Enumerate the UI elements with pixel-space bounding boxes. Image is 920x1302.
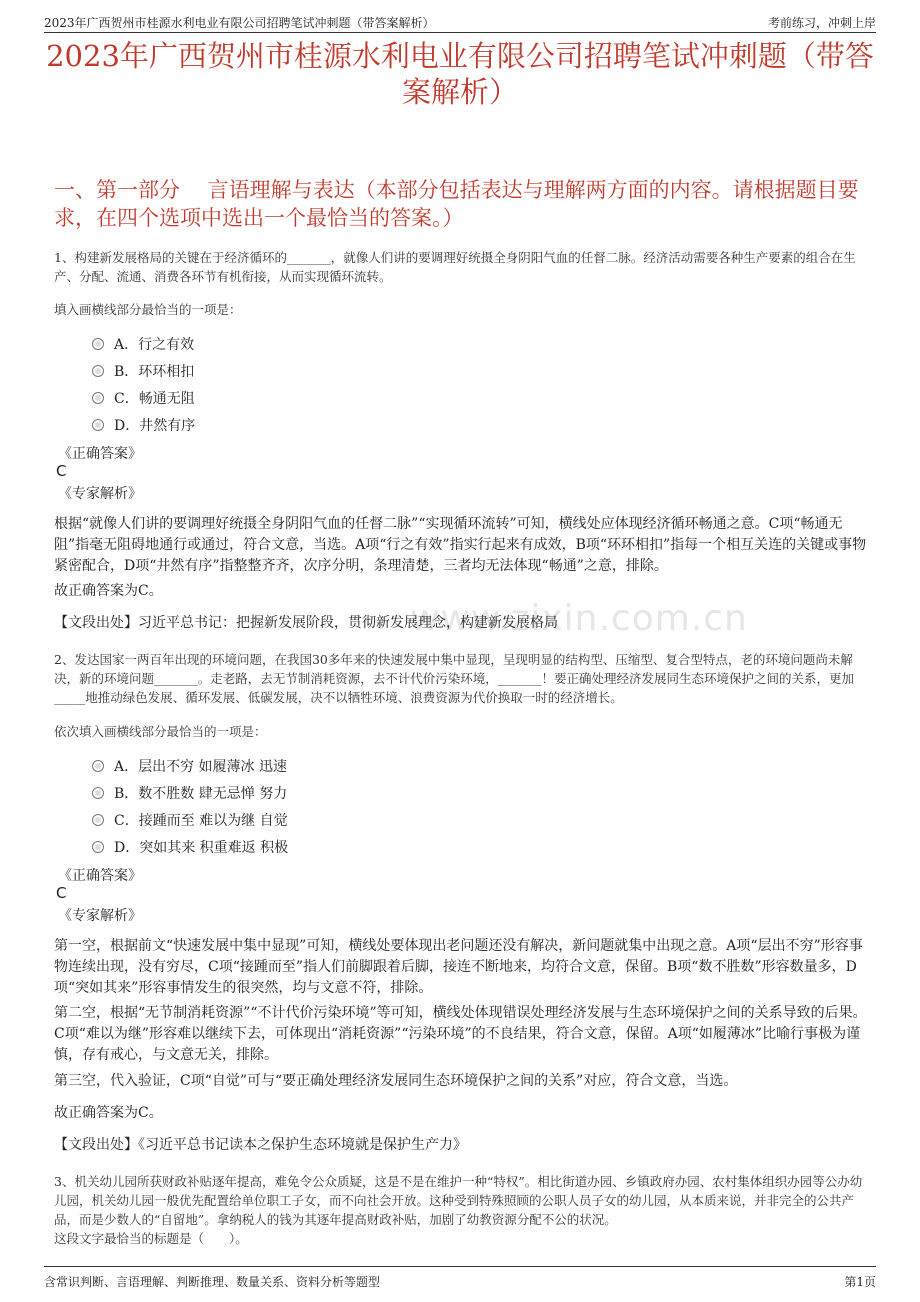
q1-option-d[interactable]: D．井然有序 [92,415,195,435]
q1-option-a[interactable]: A．行之有效 [92,334,194,354]
q2-conclusion: 故正确答案为C。 [54,1105,163,1121]
q1-analysis: 根据“就像人们讲的要调理好统摄全身阴阳气血的任督二脉”“实现循环流转”可知，横线处应体现经济循环畅通之意。C项“畅通无阻”指毫无阻碍地通行或通过，符合文意，当选。A项“行之有效”指实行起来有成效，B项“环环相扣”指每一个相互关连的关键或事物紧密配合，D项“井然有序”指整整齐齐，次序分明，条理清楚，三者均无法体现“畅通”之意，排除。 [54,516,867,574]
q2-option-b[interactable]: B．数不胜数 肆无忌惮 努力 [92,783,287,803]
header-doc-title: 2023年广西贺州市桂源水利电业有限公司招聘笔试冲刺题（带答案解析） [44,16,435,30]
radio-icon[interactable] [92,365,104,377]
watermark: www.zixin.com.cn [410,598,748,639]
q2-analysis-label: 《专家解析》 [58,908,142,924]
q1-answer: C [56,462,67,480]
q2-analysis-3: 第三空，代入验证，C项“自觉”可与“要正确处理经济发展同生态环境保护之间的关系”对应，符合文意，当选。 [54,1073,738,1089]
q1-analysis-label: 《专家解析》 [58,486,142,502]
radio-icon[interactable] [92,841,104,853]
q2-source: 【文段出处】《习近平总书记读本之保护生态环境就是保护生产力》 [54,1137,467,1153]
radio-icon[interactable] [92,814,104,826]
page-title: 2023年广西贺州市桂源水利电业有限公司招聘笔试冲刺题（带答案解析） [46,39,874,109]
section-heading: 一、第一部分 言语理解与表达（本部分包括表达与理解两方面的内容。请根据题目要求，在四个选项中选出一个最恰当的答案。） [54,178,859,230]
radio-icon[interactable] [92,419,104,431]
radio-icon[interactable] [92,392,104,404]
q1-option-b[interactable]: B．环环相扣 [92,361,194,381]
question-2-text: 2、发达国家一两百年出现的环境问题，在我国30多年来的快速发展中集中显现，呈现明显的结构型、压缩型、复合型特点，老的环境问题尚未解决，新的环境问题_______。走老路，去无节制消耗资源，去不计代价污染环境，_______！要正确处理经济发展同生态环境保护之间的关系，更加_____地推动绿色发展、循环发展、低碳发展，决不以牺牲环境、浪费资源为代价换取一时的经济增长。 [54,652,855,705]
question-1-text: 1、构建新发展格局的关键在于经济循环的_______，就像人们讲的要调理好统摄全身阴阳气血的任督二脉。经济活动需要各种生产要素的组合在生产、分配、流通、消费各环节有机衔接，从而实现循环流转。 [54,250,856,284]
header-slogan: 考前练习，冲刺上岸 [767,16,876,30]
q1-option-c[interactable]: C．畅通无阻 [92,388,195,408]
q1-conclusion: 故正确答案为C。 [54,583,163,599]
q1-answer-label: 《正确答案》 [58,446,142,462]
page-footer [44,1266,876,1291]
question-3-prompt: 这段文字最恰当的标题是（ ）。 [54,1231,248,1246]
q2-option-a[interactable]: A．层出不穷 如履薄冰 迅速 [92,756,287,776]
question-2-prompt: 依次填入画横线部分最恰当的一项是： [54,724,267,739]
q2-answer-label: 《正确答案》 [58,868,142,884]
radio-icon[interactable] [92,338,104,350]
radio-icon[interactable] [92,787,104,799]
q2-option-d[interactable]: D．突如其来 积重难返 积极 [92,837,288,857]
q1-source: 【文段出处】习近平总书记：把握新发展阶段，贯彻新发展理念，构建新发展格局 [54,615,558,631]
page-number: 第1页 [844,1275,876,1289]
question-1-prompt: 填入画横线部分最恰当的一项是： [54,302,242,317]
q2-analysis-1: 第一空，根据前文“快速发展中集中显现”可知，横线处要体现出老问题还没有解决，新问题就集中出现之意。A项“层出不穷”形容事物连续出现，没有穷尽，C项“接踵而至”指人们前脚跟着后脚，接连不断地来，均符合文意，保留。B项“数不胜数”形容数量多，D项“突如其来”形容事情发生的很突然，均与文意不符，排除。 [54,938,863,996]
question-3-text: 3、机关幼儿园所获财政补贴逐年提高，难免令公众质疑，这是不是在维护一种“特权”。相比街道办园、乡镇政府办园、农村集体组织办园等公办幼儿园，机关幼儿园一般优先配置给单位职工子女，而不向社会开放。这种受到特殊照顾的公职人员子女的幼儿园，从本质来说，并非完全的公共产品，而是少数人的“自留地”。拿纳税人的钱为其逐年提高财政补贴，加剧了幼教资源分配不公的状况。 [54,1174,863,1227]
q2-option-c[interactable]: C．接踵而至 难以为继 自觉 [92,810,288,830]
page-header [44,10,876,33]
q2-answer: C [56,884,67,902]
radio-icon[interactable] [92,760,104,772]
q2-analysis-2: 第二空，根据“无节制消耗资源”“不计代价污染环境”等可知，横线处体现错误处理经济发展与生态环境保护之间的关系导致的后果。C项“难以为继”形容难以继续下去，可体现出“消耗资源”“污染环境”的不良结果，符合文意，保留。A项“如履薄冰”比喻行事极为谨慎，存有戒心，与文意无关，排除。 [54,1005,867,1063]
footer-topics: 含常识判断、言语理解、判断推理、数量关系、资料分析等题型 [44,1275,381,1289]
